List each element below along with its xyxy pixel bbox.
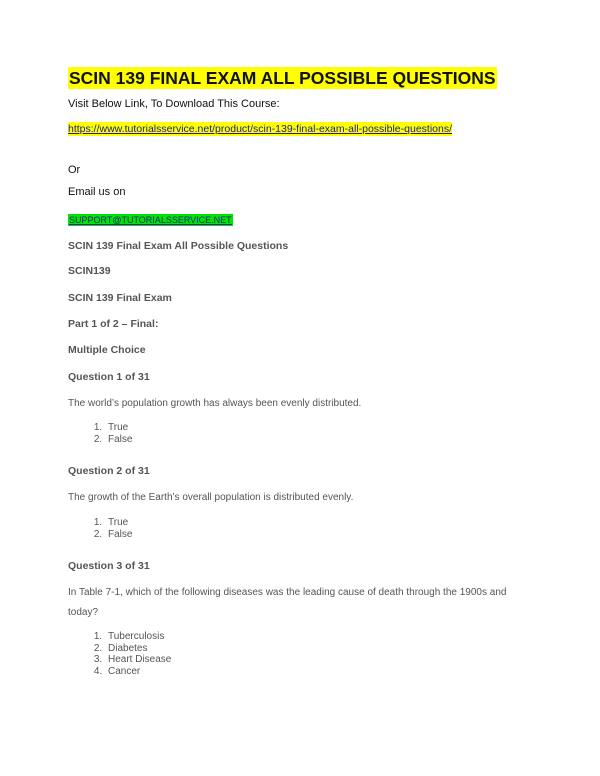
question-label: Question 2 of 31 <box>68 465 150 477</box>
question-text-line: today? <box>68 607 99 618</box>
section-heading: Multiple Choice <box>68 344 146 356</box>
course-link[interactable]: https://www.tutorialsservice.net/product/scin-139-final-exam-all-possible-questions/ <box>68 123 452 135</box>
answer-option: 3. Heart Disease <box>105 654 171 666</box>
answer-option: 1. Tuberculosis <box>105 631 171 643</box>
question-label: Question 3 of 31 <box>68 560 150 572</box>
answer-option: 2. False <box>105 529 132 541</box>
question-label: Question 1 of 31 <box>68 371 150 383</box>
answer-options <box>68 422 132 445</box>
question-text: The world’s population growth has always been evenly distributed. <box>68 398 362 409</box>
part-heading: Part 1 of 2 – Final: <box>68 318 159 330</box>
email-label: Email us on <box>68 186 126 198</box>
or-text: Or <box>68 164 81 176</box>
page-title: SCIN 139 FINAL EXAM ALL POSSIBLE QUESTIONS <box>69 68 496 88</box>
heading-exam-questions: SCIN 139 Final Exam All Possible Questions <box>68 240 289 252</box>
heading-final-exam: SCIN 139 Final Exam <box>68 292 172 304</box>
answer-options <box>68 631 171 677</box>
answer-option: 1. True <box>105 422 132 434</box>
intro-text: Visit Below Link, To Download This Course: <box>68 98 280 110</box>
answer-option: 4. Cancer <box>105 666 171 678</box>
question-text: The growth of the Earth’s overall population is distributed evenly. <box>68 492 354 503</box>
email-link[interactable]: SUPPORT@TUTORIALSSERVICE.NET <box>69 215 232 225</box>
answer-option: 2. Diabetes <box>105 643 171 655</box>
answer-option: 2. False <box>105 434 132 446</box>
answer-options <box>68 517 132 540</box>
heading-course-code: SCIN139 <box>68 265 111 277</box>
answer-option: 1. True <box>105 517 132 529</box>
question-text-line: In Table 7-1, which of the following diseases was the leading cause of death through the 1900s and <box>68 587 507 598</box>
